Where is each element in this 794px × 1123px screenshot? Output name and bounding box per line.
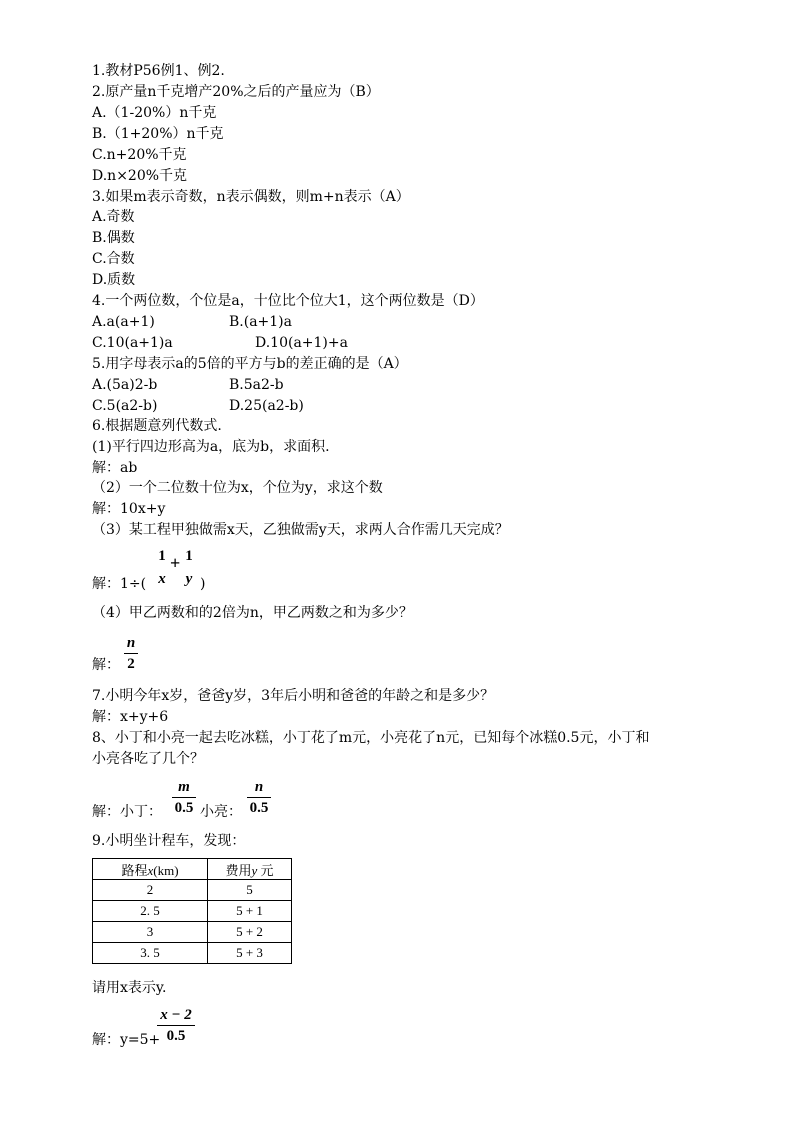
table-cell: 3. 5: [93, 943, 208, 964]
fraction-denominator: 0.5: [166, 1028, 186, 1044]
answer-6-1: 解：ab: [92, 460, 138, 476]
option-5c: C.5(a2-b): [92, 398, 158, 414]
option-4c: C.10(a+1)a: [92, 335, 173, 351]
option-2c: C.n+20%千克: [92, 147, 187, 163]
option-3c: C.合数: [92, 251, 135, 267]
table-cell: 2. 5: [93, 901, 208, 922]
table-row: [93, 943, 292, 964]
question-7: 7.小明今年x岁，爸爸y岁，3年后小明和爸爸的年龄之和是多少？: [92, 688, 495, 704]
question-8-line-2: 小亮各吃了几个？: [92, 751, 204, 767]
option-3b: B.偶数: [92, 230, 135, 246]
question-6-2: （2）一个二位数十位为x，个位为y，求这个数: [92, 480, 383, 496]
table-cell: 5 + 1: [208, 901, 292, 922]
fraction-x-minus-2-over-0.5: [157, 1006, 195, 1045]
question-9-instruction: 请用x表示y.: [92, 980, 167, 996]
answer-6-2: 解：10x+y: [92, 501, 166, 517]
fraction-numerator: x − 2: [160, 1007, 192, 1023]
item-1: 1.教材P56例1、例2.: [92, 63, 225, 79]
fraction-bar: [172, 797, 196, 798]
fraction-numerator: m: [178, 779, 190, 795]
option-2b: B.（1+20%）n千克: [92, 126, 224, 142]
answer-8-xiaoding: 解：小丁：: [92, 804, 162, 820]
fraction-numerator: n: [254, 779, 264, 795]
plus-sign: +: [170, 553, 181, 573]
fraction-numerator: n: [126, 635, 136, 651]
question-9: 9.小明坐计程车，发现：: [92, 833, 246, 849]
column-header-distance: 路程x(km): [93, 859, 208, 880]
table-cell: 5: [208, 880, 292, 901]
fraction-1-over-x: [155, 547, 169, 588]
option-5b: B.5a2-b: [229, 377, 284, 393]
fraction-denominator: y: [185, 571, 193, 587]
table-cell: 3: [93, 922, 208, 943]
option-3d: D.质数: [92, 272, 136, 288]
table-row: [93, 880, 292, 901]
answer-6-3-suffix: ): [200, 576, 206, 592]
question-4: 4.一个两位数，个位是a，十位比个位大1，这个两位数是（D）: [92, 293, 484, 309]
fraction-n-over-0.5: [247, 778, 271, 817]
answer-6-3-prefix: 解：1÷(: [92, 576, 147, 592]
fraction-denominator: x: [158, 571, 166, 587]
answer-6-4-prefix: 解：: [92, 657, 120, 673]
fraction-1-over-y: [182, 547, 196, 588]
option-4d: D.10(a+1)+a: [255, 335, 348, 351]
table-cell: 5 + 2: [208, 922, 292, 943]
fraction-denominator: 0.5: [249, 800, 269, 816]
fare-table: [92, 858, 292, 964]
fraction-numerator: 1: [185, 548, 193, 564]
question-6: 6.根据题意列代数式.: [92, 418, 222, 434]
option-5a: A.(5a)2-b: [92, 377, 158, 393]
fraction-bar: [247, 797, 271, 798]
answer-8-xiaoliang: 小亮：: [200, 804, 242, 820]
fraction-bar: [124, 653, 138, 654]
option-4a: A.a(a+1): [92, 314, 155, 330]
answer-7: 解：x+y+6: [92, 709, 169, 725]
option-3a: A.奇数: [92, 209, 135, 225]
fraction-denominator: 2: [127, 656, 135, 672]
question-6-4: （4）甲乙两数和的2倍为n，甲乙两数之和为多少？: [92, 605, 413, 621]
question-8-line-1: 8、小丁和小亮一起去吃冰糕，小丁花了m元，小亮花了n元，已知每个冰糕0.5元，小丁和: [92, 730, 650, 746]
answer-9-prefix: 解：y=5+: [92, 1032, 161, 1048]
fraction-bar: [157, 1025, 195, 1026]
fraction-denominator: 0.5: [174, 800, 194, 816]
option-4b: B.(a+1)a: [229, 314, 292, 330]
table-header-row: [93, 859, 292, 880]
option-5d: D.25(a2-b): [229, 398, 304, 414]
table-row: [93, 922, 292, 943]
question-5: 5.用字母表示a的5倍的平方与b的差正确的是（A）: [92, 356, 408, 372]
table-row: [93, 901, 292, 922]
fraction-m-over-0.5: [172, 778, 196, 817]
option-2a: A.（1-20%）n千克: [92, 105, 217, 121]
table-cell: 5 + 3: [208, 943, 292, 964]
question-6-3: （3）某工程甲独做需x天，乙独做需y天，求两人合作需几天完成？: [92, 522, 509, 538]
question-6-1: (1)平行四边形高为a，底为b，求面积.: [92, 439, 330, 455]
question-2: 2.原产量n千克增产20%之后的产量应为（B）: [92, 84, 380, 100]
fraction-numerator: 1: [158, 548, 166, 564]
option-2d: D.n×20%千克: [92, 168, 188, 184]
fraction-n-over-2: [124, 634, 138, 673]
column-header-fare: 费用y 元: [208, 859, 292, 880]
question-3: 3.如果m表示奇数，n表示偶数，则m+n表示（A）: [92, 189, 410, 205]
table-cell: 2: [93, 880, 208, 901]
